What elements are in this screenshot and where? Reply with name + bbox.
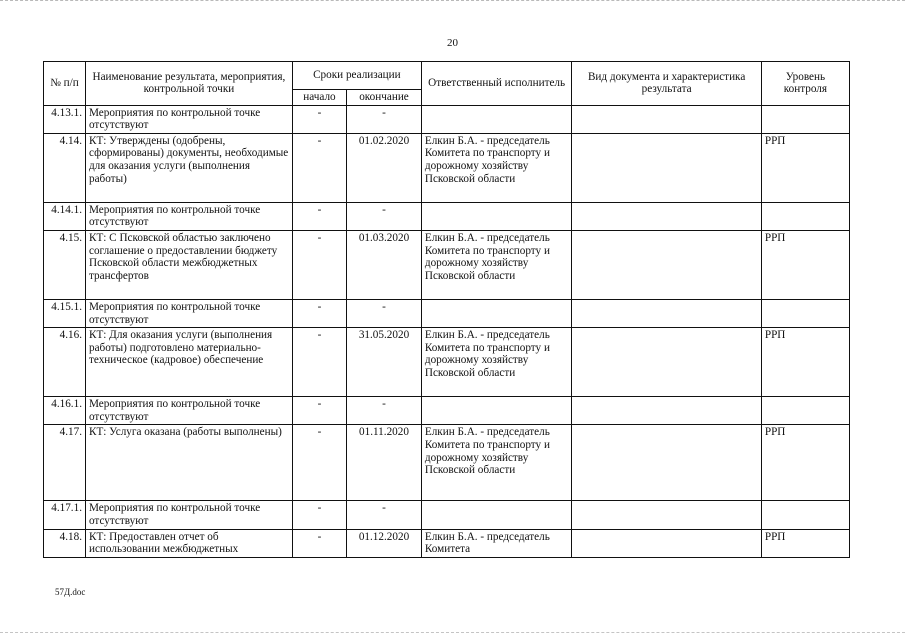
cell-document [572, 501, 761, 529]
cell-start: - [292, 105, 346, 133]
table-row [44, 328, 850, 397]
cell-start: - [292, 202, 346, 230]
header-name: Наименование результата, мероприятия, контрольной точки [85, 62, 292, 106]
cell-control: РРП [761, 133, 849, 202]
cell-control: РРП [761, 529, 849, 557]
cell-responsible [421, 202, 572, 230]
cell-document [572, 425, 761, 501]
cell-control: РРП [761, 328, 849, 397]
cell-control [761, 397, 849, 425]
cell-document [572, 299, 761, 327]
cell-num: 4.14. [44, 133, 86, 202]
cell-control [761, 202, 849, 230]
scan-top-edge [0, 0, 905, 1]
table-row [44, 529, 850, 557]
cell-name: КТ: Услуга оказана (работы выполнены) [85, 425, 292, 501]
table-row [44, 230, 850, 299]
cell-name: Мероприятия по контрольной точке отсутствуют [85, 105, 292, 133]
cell-start: - [292, 397, 346, 425]
header-control: Уровень контроля [761, 62, 849, 106]
activities-table [43, 61, 850, 558]
cell-num: 4.18. [44, 529, 86, 557]
header-period: Сроки реализации [292, 62, 421, 90]
table-row [44, 501, 850, 529]
cell-end: 01.03.2020 [347, 230, 422, 299]
header-row [44, 62, 850, 90]
table-row [44, 299, 850, 327]
cell-num: 4.13.1. [44, 105, 86, 133]
cell-num: 4.16. [44, 328, 86, 397]
table-body [44, 105, 850, 557]
cell-control [761, 105, 849, 133]
cell-document [572, 529, 761, 557]
cell-start: - [292, 328, 346, 397]
cell-document [572, 105, 761, 133]
cell-num: 4.17.1. [44, 501, 86, 529]
cell-start: - [292, 133, 346, 202]
cell-control: РРП [761, 230, 849, 299]
cell-control: РРП [761, 425, 849, 501]
cell-name: Мероприятия по контрольной точке отсутствуют [85, 202, 292, 230]
cell-end: - [347, 202, 422, 230]
cell-name: КТ: Предоставлен отчет об использовании межбюджетных [85, 529, 292, 557]
header-start: начало [292, 90, 346, 106]
cell-name: КТ: С Псковской областью заключено соглашение о предоставлении бюджету Псковской области межбюджетных трансфертов [85, 230, 292, 299]
cell-start: - [292, 425, 346, 501]
cell-num: 4.15.1. [44, 299, 86, 327]
scan-bottom-edge [0, 632, 905, 633]
cell-responsible: Елкин Б.А. - председатель Комитета по транспорту и дорожному хозяйству Псковской области [421, 328, 572, 397]
cell-document [572, 328, 761, 397]
cell-responsible [421, 105, 572, 133]
cell-responsible: Елкин Б.А. - председатель Комитета по транспорту и дорожному хозяйству Псковской области [421, 230, 572, 299]
cell-responsible: Елкин Б.А. - председатель Комитета по транспорту и дорожному хозяйству Псковской области [421, 133, 572, 202]
cell-name: Мероприятия по контрольной точке отсутствуют [85, 397, 292, 425]
cell-end: 31.05.2020 [347, 328, 422, 397]
cell-end: - [347, 105, 422, 133]
cell-name: Мероприятия по контрольной точке отсутствуют [85, 299, 292, 327]
header-document: Вид документа и характеристика результата [572, 62, 761, 106]
header-responsible: Ответственный исполнитель [421, 62, 572, 106]
table-row [44, 105, 850, 133]
cell-responsible [421, 299, 572, 327]
table-row [44, 425, 850, 501]
cell-start: - [292, 501, 346, 529]
table-row [44, 133, 850, 202]
cell-document [572, 230, 761, 299]
cell-end: - [347, 299, 422, 327]
cell-start: - [292, 299, 346, 327]
header-end: окончание [347, 90, 422, 106]
cell-document [572, 133, 761, 202]
cell-num: 4.17. [44, 425, 86, 501]
cell-end: 01.11.2020 [347, 425, 422, 501]
cell-end: 01.02.2020 [347, 133, 422, 202]
header-num: № п/п [44, 62, 86, 106]
cell-num: 4.16.1. [44, 397, 86, 425]
cell-end: 01.12.2020 [347, 529, 422, 557]
cell-num: 4.15. [44, 230, 86, 299]
cell-responsible: Елкин Б.А. - председатель Комитета [421, 529, 572, 557]
table-row [44, 397, 850, 425]
cell-start: - [292, 529, 346, 557]
table-row [44, 202, 850, 230]
cell-end: - [347, 501, 422, 529]
cell-document [572, 202, 761, 230]
cell-name: КТ: Утверждены (одобрены, сформированы) документы, необходимые для оказания услуги (выполнения работы) [85, 133, 292, 202]
cell-start: - [292, 230, 346, 299]
cell-document [572, 397, 761, 425]
cell-name: Мероприятия по контрольной точке отсутствуют [85, 501, 292, 529]
cell-responsible [421, 397, 572, 425]
cell-control [761, 501, 849, 529]
cell-control [761, 299, 849, 327]
page-number: 20 [447, 37, 458, 49]
cell-name: КТ: Для оказания услуги (выполнения работы) подготовлено материально-техническое (кадровое) обеспечение [85, 328, 292, 397]
cell-responsible: Елкин Б.А. - председатель Комитета по транспорту и дорожному хозяйству Псковской области [421, 425, 572, 501]
cell-end: - [347, 397, 422, 425]
cell-num: 4.14.1. [44, 202, 86, 230]
footer-filename: 57Д.doc [55, 587, 86, 597]
cell-responsible [421, 501, 572, 529]
